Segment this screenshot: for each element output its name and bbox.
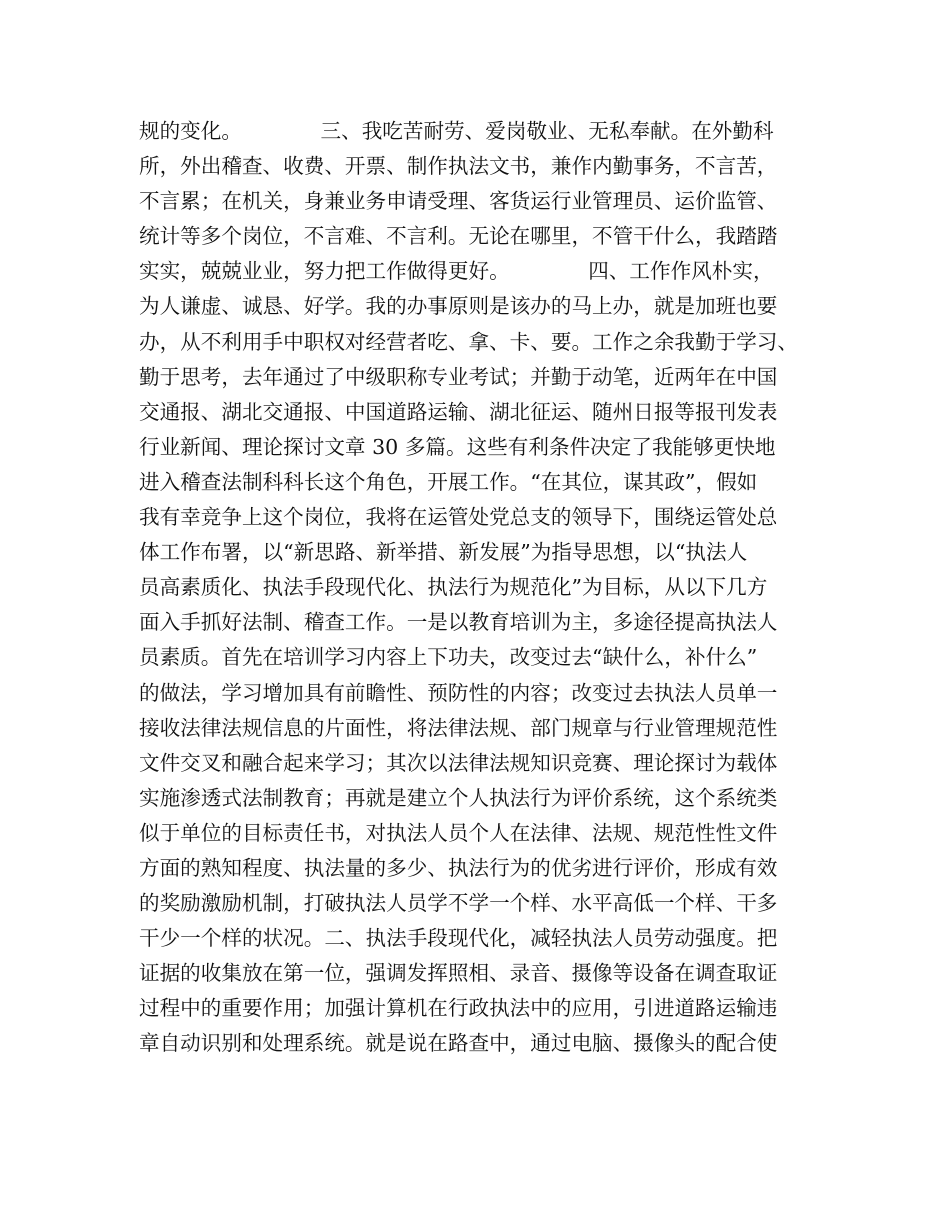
text-line: 章自动识别和处理系统。就是说在路查中，通过电脑、摄像头的配合使 [139, 1031, 778, 1056]
text-line: 面入手抓好法制、稽查工作。一是以教育培训为主，多途径提高执法人 [139, 610, 778, 635]
text-line: 所，外出稽查、收费、开票、制作执法文书，兼作内勤事务，不言苦， [139, 154, 778, 179]
text-line: 员高素质化、执法手段现代化、执法行为规范化”为目标，从以下几方 [139, 575, 768, 600]
text-line: 进入稽查法制科科长这个角色，开展工作。“在其位，谋其政”，假如 [139, 469, 758, 494]
text-line: 不言累；在机关，身兼业务申请受理、客货运行业管理员、运价监管、 [139, 189, 778, 214]
text-line: 为人谦虚、诚恳、好学。我的办事原则是该办的马上办，就是加班也要 [139, 294, 778, 319]
text-line: 勤于思考，去年通过了中级职称专业考试；并勤于动笔，近两年在中国 [139, 364, 778, 389]
text-line: 方面的熟知程度、执法量的多少、执法行为的优劣进行评价，形成有效 [139, 855, 778, 880]
text-line: 证据的收集放在第一位，强调发挥照相、录音、摄像等设备在调查取证 [139, 961, 778, 986]
text-line: 员素质。首先在培训学习内容上下功夫，改变过去“缺什么，补什么” [139, 645, 758, 670]
text-line: 规的变化。 三、我吃苦耐劳、爱岗敬业、无私奉献。在外勤科 [139, 119, 774, 143]
text-line: 干少一个样的状况。二、执法手段现代化，减轻执法人员劳动强度。把 [139, 926, 778, 951]
body-text [139, 114, 829, 1062]
text-line: 实实，兢兢业业，努力把工作做得更好。 四、工作作风朴实， [139, 259, 774, 284]
text-line: 文件交叉和融合起来学习；其次以法律法规知识竞赛、理论探讨为载体 [139, 750, 778, 775]
text-line: 似于单位的目标责任书，对执法人员个人在法律、法规、规范性性文件 [139, 820, 778, 845]
text-line: 接收法律法规信息的片面性，将法律法规、部门规章与行业管理规范性 [139, 715, 778, 740]
text-line: 的奖励激励机制，打破执法人员学不学一个样、水平高低一个样、干多 [139, 891, 778, 916]
text-line: 统计等多个岗位，不言难、不言利。无论在哪里，不管干什么，我踏踏 [139, 224, 778, 249]
text-line: 的做法，学习增加具有前瞻性、预防性的内容；改变过去执法人员单一 [139, 680, 778, 705]
text-line: 过程中的重要作用；加强计算机在行政执法中的应用，引进道路运输违 [139, 996, 778, 1021]
text-line: 办，从不利用手中职权对经营者吃、拿、卡、要。工作之余我勤于学习、 [139, 329, 798, 354]
text-line: 实施渗透式法制教育；再就是建立个人执法行为评价系统，这个系统类 [139, 785, 778, 810]
text-line: 交通报、湖北交通报、中国道路运输、湖北征运、随州日报等报刊发表 [139, 399, 778, 424]
text-line: 行业新闻、理论探讨文章 30 多篇。这些有利条件决定了我能够更快地 [139, 434, 776, 459]
text-line: 我有幸竞争上这个岗位，我将在运管处党总支的领导下，围绕运管处总 [139, 505, 778, 530]
text-line: 体工作布署，以“新思路、新举措、新发展”为指导思想，以“执法人 [139, 540, 748, 565]
